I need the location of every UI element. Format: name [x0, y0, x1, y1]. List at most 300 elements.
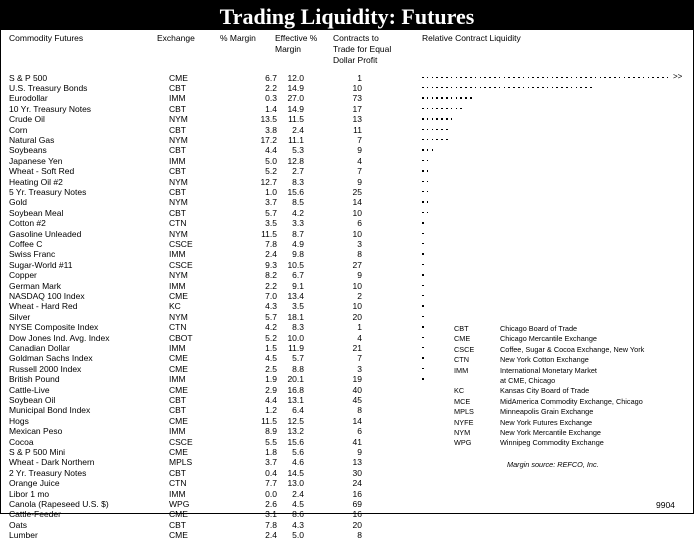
table-row	[1, 405, 421, 415]
contracts-value: 10	[352, 207, 362, 218]
table-row	[1, 166, 421, 176]
exchange-code: CBT	[169, 103, 186, 114]
table-row	[1, 218, 421, 228]
contracts-value: 9	[357, 270, 362, 281]
effective-margin-value: 6.4	[292, 405, 304, 416]
table-row	[1, 322, 421, 332]
margin-value: 3.7	[265, 457, 277, 468]
legend-description: Chicago Mercantile Exchange	[500, 334, 597, 344]
exchange-code: CBT	[169, 519, 186, 530]
exchange-code: CBT	[169, 124, 186, 135]
exchange-code: CME	[169, 384, 188, 395]
contracts-value: 20	[352, 311, 362, 322]
liquidity-dot	[595, 77, 597, 79]
exchange-code: NYM	[169, 197, 188, 208]
exchange-code: IMM	[169, 488, 186, 499]
header-effective-line-2: Margin	[275, 44, 301, 54]
liquidity-dot	[552, 87, 554, 89]
liquidity-dot	[422, 170, 424, 172]
table-row	[1, 249, 421, 259]
effective-margin-value: 13.4	[287, 290, 304, 301]
liquidity-dot	[475, 77, 477, 79]
liquidity-dot	[436, 139, 438, 141]
margin-value: 7.8	[265, 238, 277, 249]
liquidity-dot	[427, 87, 429, 89]
liquidity-dot	[456, 77, 458, 79]
exchange-code: NYM	[169, 228, 188, 239]
contracts-value: 10	[352, 280, 362, 291]
liquidity-dot	[571, 87, 573, 89]
table-row	[1, 499, 421, 509]
liquidity-dot	[432, 87, 434, 89]
liquidity-dot	[547, 87, 549, 89]
legend-code: KC	[454, 386, 465, 396]
liquidity-dot	[427, 181, 429, 183]
table-row	[1, 468, 421, 478]
header-contracts	[333, 33, 391, 66]
exchange-code: CME	[169, 446, 188, 457]
table-row	[1, 83, 421, 93]
exchange-code: CME	[169, 509, 188, 520]
effective-margin-value: 20.1	[287, 374, 304, 385]
contracts-value: 69	[352, 498, 362, 509]
liquidity-dot	[619, 77, 621, 79]
exchange-code: CME	[169, 72, 188, 83]
liquidity-dot	[427, 77, 429, 79]
legend-code: MCE	[454, 396, 471, 406]
liquidity-dot	[422, 139, 424, 141]
liquidity-dot	[422, 222, 424, 224]
liquidity-dot	[422, 97, 424, 99]
commodity-name: Cotton #2	[9, 218, 46, 229]
commodity-name: Soybean Oil	[9, 394, 56, 405]
margin-value: 0.4	[265, 467, 277, 478]
liquidity-dot	[580, 77, 582, 79]
margin-value: 2.2	[265, 82, 277, 93]
header-contracts-line-1: Contracts to	[333, 33, 379, 43]
liquidity-dot	[532, 87, 534, 89]
effective-margin-value: 12.0	[287, 72, 304, 83]
margin-value: 5.0	[265, 155, 277, 166]
table-row	[1, 530, 421, 540]
margin-value: 3.5	[265, 218, 277, 229]
liquidity-dot	[518, 87, 520, 89]
liquidity-dot	[470, 87, 472, 89]
table-row	[1, 239, 421, 249]
commodity-name: Canadian Dollar	[9, 342, 70, 353]
legend-description: Minneapolis Grain Exchange	[500, 407, 594, 417]
legend-code: IMM	[454, 365, 469, 375]
margin-value: 1.5	[265, 342, 277, 353]
contracts-value: 19	[352, 374, 362, 385]
liquidity-dot	[427, 149, 429, 151]
table-row	[1, 312, 421, 322]
liquidity-dot	[484, 87, 486, 89]
liquidity-dot	[566, 87, 568, 89]
liquidity-dot	[427, 170, 429, 172]
liquidity-dot	[571, 77, 573, 79]
contracts-value: 17	[352, 103, 362, 114]
liquidity-dot	[504, 77, 506, 79]
table-row	[1, 478, 421, 488]
liquidity-dot	[422, 253, 424, 255]
contracts-value: 16	[352, 509, 362, 520]
liquidity-dot	[451, 77, 453, 79]
effective-margin-value: 9.1	[292, 280, 304, 291]
liquidity-dot	[441, 118, 443, 120]
liquidity-dot	[427, 129, 429, 131]
effective-margin-value: 14.9	[287, 103, 304, 114]
liquidity-dot	[475, 87, 477, 89]
commodity-name: Wheat - Hard Red	[9, 301, 78, 312]
margin-value: 5.2	[265, 332, 277, 343]
effective-margin-value: 4.5	[292, 498, 304, 509]
liquidity-dot	[537, 77, 539, 79]
commodity-name: Gold	[9, 197, 27, 208]
table-row	[1, 71, 683, 83]
liquidity-dot	[446, 139, 448, 141]
effective-margin-value: 13.0	[287, 478, 304, 489]
liquidity-dot	[460, 87, 462, 89]
liquidity-dot	[480, 87, 482, 89]
margin-value: 4.2	[265, 322, 277, 333]
exchange-code: IMM	[169, 155, 186, 166]
effective-margin-value: 5.0	[292, 530, 304, 541]
contracts-value: 73	[352, 93, 362, 104]
liquidity-dot	[422, 305, 424, 307]
commodity-name: NASDAQ 100 Index	[9, 290, 85, 301]
header-margin: % Margin	[220, 33, 256, 43]
legend-description: International Monetary Market	[500, 365, 597, 375]
effective-margin-value: 12.5	[287, 415, 304, 426]
effective-margin-value: 3.3	[292, 218, 304, 229]
legend-code: NYM	[454, 427, 471, 437]
liquidity-dot	[528, 87, 530, 89]
legend-code: CBT	[454, 324, 469, 333]
exchange-code: CSCE	[169, 259, 193, 270]
liquidity-dot	[585, 87, 587, 89]
liquidity-dot	[508, 77, 510, 79]
commodity-name: Cattle-Feeder	[9, 509, 61, 520]
commodity-name: U.S. Treasury Bonds	[9, 82, 88, 93]
liquidity-dot	[523, 77, 525, 79]
liquidity-dot	[456, 97, 458, 99]
liquidity-dot	[499, 77, 501, 79]
contracts-value: 10	[352, 228, 362, 239]
margin-value: 2.4	[265, 249, 277, 260]
liquidity-dot	[624, 77, 626, 79]
liquidity-dot	[604, 77, 606, 79]
contracts-value: 6	[357, 218, 362, 229]
contracts-value: 30	[352, 467, 362, 478]
liquidity-dot	[427, 212, 429, 214]
commodity-name: Sugar-World #11	[9, 259, 73, 270]
liquidity-dot	[451, 87, 453, 89]
contracts-value: 3	[357, 363, 362, 374]
liquidity-dot	[470, 97, 472, 99]
header-liquidity: Relative Contract Liquidity	[422, 33, 521, 43]
liquidity-dot	[436, 108, 438, 110]
liquidity-dot	[451, 97, 453, 99]
liquidity-dot	[422, 316, 424, 318]
liquidity-dot	[585, 77, 587, 79]
liquidity-dot	[489, 87, 491, 89]
table-row	[1, 208, 421, 218]
table-row	[1, 135, 421, 145]
exchange-code: IMM	[169, 93, 186, 104]
liquidity-dot	[667, 77, 669, 79]
exchange-code: MPLS	[169, 457, 193, 468]
commodity-name: Goldman Sachs Index	[9, 353, 93, 364]
liquidity-dot	[422, 368, 424, 370]
effective-margin-value: 14.9	[287, 82, 304, 93]
effective-margin-value: 5.7	[292, 353, 304, 364]
commodity-name: Wheat - Soft Red	[9, 166, 75, 177]
table-row	[1, 177, 421, 187]
contracts-value: 7	[357, 166, 362, 177]
margin-value: 0.3	[265, 93, 277, 104]
liquidity-dot	[427, 160, 429, 162]
commodity-name: Copper	[9, 270, 37, 281]
liquidity-dot	[456, 87, 458, 89]
commodity-name: S & P 500 Mini	[9, 446, 66, 457]
liquidity-dot	[552, 77, 554, 79]
exchange-code: CSCE	[169, 436, 193, 447]
table-row	[1, 114, 421, 124]
table-row	[1, 437, 421, 447]
margin-value: 2.9	[265, 384, 277, 395]
legend-description: Winnipeg Commodity Exchange	[500, 438, 604, 448]
commodity-name: Canola (Rapeseed U.S. $)	[9, 498, 109, 509]
contracts-value: 8	[357, 249, 362, 260]
table-row	[1, 93, 421, 103]
effective-margin-value: 2.4	[292, 124, 304, 135]
margin-value: 2.4	[265, 530, 277, 541]
table-row	[1, 364, 421, 374]
liquidity-dot	[657, 77, 659, 79]
overflow-arrow-icon: >>	[673, 71, 683, 81]
margin-value: 2.2	[265, 280, 277, 291]
table-row	[1, 520, 421, 530]
contracts-value: 8	[357, 530, 362, 541]
liquidity-dot	[580, 87, 582, 89]
exchange-code: CME	[169, 415, 188, 426]
liquidity-dot	[446, 97, 448, 99]
margin-value: 3.8	[265, 124, 277, 135]
liquidity-dot	[427, 118, 429, 120]
exchange-code: CTN	[169, 322, 187, 333]
exchange-code: IMM	[169, 342, 186, 353]
liquidity-dot	[422, 337, 424, 339]
liquidity-dot	[422, 108, 424, 110]
liquidity-dot	[600, 77, 602, 79]
effective-margin-value: 8.5	[292, 197, 304, 208]
legend-description: Kansas City Board of Trade	[500, 386, 590, 396]
effective-margin-value: 18.1	[287, 311, 304, 322]
table-row	[1, 145, 421, 155]
margin-value: 9.3	[265, 259, 277, 270]
contracts-value: 21	[352, 342, 362, 353]
liquidity-dot	[648, 77, 650, 79]
liquidity-dot	[422, 264, 424, 266]
margin-value: 5.2	[265, 166, 277, 177]
liquidity-dot	[422, 212, 424, 214]
table-row	[1, 374, 421, 384]
liquidity-dot	[633, 77, 635, 79]
liquidity-dot	[494, 87, 496, 89]
effective-margin-value: 16.8	[287, 384, 304, 395]
liquidity-dot	[456, 108, 458, 110]
liquidity-dot	[436, 97, 438, 99]
contracts-value: 10	[352, 301, 362, 312]
liquidity-dot	[441, 139, 443, 141]
legend-description: New York Cotton Exchange	[500, 355, 589, 365]
commodity-name: Natural Gas	[9, 134, 55, 145]
table-row	[1, 447, 421, 457]
liquidity-dot	[422, 118, 424, 120]
liquidity-dot	[638, 77, 640, 79]
margin-value: 2.5	[265, 363, 277, 374]
liquidity-dot	[422, 357, 424, 359]
liquidity-dot	[422, 243, 424, 245]
effective-margin-value: 10.0	[287, 332, 304, 343]
margin-value: 4.3	[265, 301, 277, 312]
contracts-value: 8	[357, 405, 362, 416]
commodity-name: Wheat - Dark Northern	[9, 457, 95, 468]
table-row	[1, 457, 421, 467]
legend-description: MidAmerica Commodity Exchange, Chicago	[500, 396, 643, 406]
liquidity-dot	[470, 77, 472, 79]
commodity-name: Dow Jones Ind. Avg. Index	[9, 332, 110, 343]
exchange-code: CBT	[169, 207, 186, 218]
margin-value: 4.5	[265, 353, 277, 364]
liquidity-dot	[504, 87, 506, 89]
commodity-name: Hogs	[9, 415, 29, 426]
margin-value: 11.5	[261, 228, 277, 239]
margin-source-note: Margin source: REFCO, Inc.	[507, 460, 599, 469]
liquidity-dot	[422, 160, 424, 162]
contracts-value: 9	[357, 145, 362, 156]
contracts-value: 4	[357, 332, 362, 343]
liquidity-dot	[422, 274, 424, 276]
table-row	[1, 385, 421, 395]
margin-value: 3.1	[265, 509, 277, 520]
exchange-code: IMM	[169, 280, 186, 291]
exchange-code: CBT	[169, 394, 186, 405]
liquidity-dot	[528, 77, 530, 79]
contracts-value: 4	[357, 155, 362, 166]
liquidity-dot	[609, 77, 611, 79]
contracts-value: 45	[352, 394, 362, 405]
exchange-code: NYM	[169, 270, 188, 281]
commodity-name: Orange Juice	[9, 478, 60, 489]
contracts-value: 25	[352, 186, 362, 197]
effective-margin-value: 14.5	[287, 467, 304, 478]
exchange-code: IMM	[169, 374, 186, 385]
liquidity-dot	[422, 285, 424, 287]
commodity-name: Municipal Bond Index	[9, 405, 91, 416]
contracts-value: 27	[352, 259, 362, 270]
exchange-code: IMM	[169, 249, 186, 260]
margin-value: 1.9	[265, 374, 277, 385]
contracts-value: 6	[357, 426, 362, 437]
exchange-code: KC	[169, 301, 181, 312]
liquidity-dot	[499, 87, 501, 89]
table-row	[1, 395, 421, 405]
liquidity-dot	[566, 77, 568, 79]
margin-value: 5.7	[265, 311, 277, 322]
legend-code: CTN	[454, 355, 469, 365]
contracts-value: 10	[352, 82, 362, 93]
margin-value: 1.0	[265, 186, 277, 197]
liquidity-dot	[432, 139, 434, 141]
table-row	[1, 416, 421, 426]
commodity-name: British Pound	[9, 374, 60, 385]
margin-value: 17.2	[260, 134, 277, 145]
exchange-code: CBT	[169, 166, 186, 177]
legend-description: at CME, Chicago	[500, 375, 556, 385]
liquidity-dot	[427, 191, 429, 193]
effective-margin-value: 15.6	[287, 186, 304, 197]
effective-margin-value: 2.7	[292, 166, 304, 177]
liquidity-dot	[446, 129, 448, 131]
contracts-value: 40	[352, 384, 362, 395]
liquidity-dot	[432, 97, 434, 99]
margin-value: 3.7	[265, 197, 277, 208]
commodity-name: Swiss Franc	[9, 249, 56, 260]
margin-value: 6.7	[265, 72, 277, 83]
liquidity-dot	[537, 87, 539, 89]
liquidity-dot	[422, 233, 424, 235]
margin-value: 12.7	[260, 176, 277, 187]
legend-code: CSCE	[454, 344, 475, 354]
liquidity-dot	[590, 77, 592, 79]
effective-margin-value: 6.7	[292, 270, 304, 281]
margin-value: 8.2	[265, 270, 277, 281]
exchange-code: CME	[169, 530, 188, 541]
margin-value: 0.0	[265, 488, 277, 499]
header-contracts-line-2: Trade for Equal	[333, 44, 392, 54]
liquidity-dot	[432, 149, 434, 151]
liquidity-dot	[465, 87, 467, 89]
margin-value: 2.6	[265, 498, 277, 509]
header-effective-margin	[275, 33, 317, 55]
effective-margin-value: 5.6	[292, 446, 304, 457]
exchange-code: CBOT	[169, 332, 193, 343]
contracts-value: 13	[352, 457, 362, 468]
liquidity-dot	[542, 87, 544, 89]
liquidity-dot	[561, 77, 563, 79]
contracts-value: 13	[352, 114, 362, 125]
liquidity-dot	[556, 87, 558, 89]
liquidity-dot	[436, 129, 438, 131]
liquidity-dot	[432, 118, 434, 120]
table-row	[1, 291, 421, 301]
table-row	[1, 353, 421, 363]
table-row	[1, 229, 421, 239]
liquidity-dot	[422, 347, 424, 349]
contracts-value: 1	[357, 322, 362, 333]
liquidity-dot	[465, 97, 467, 99]
liquidity-dot	[441, 77, 443, 79]
commodity-name: Gasoline Unleaded	[9, 228, 82, 239]
margin-value: 1.2	[265, 405, 277, 416]
exchange-code: NYM	[169, 311, 188, 322]
liquidity-dot	[441, 108, 443, 110]
margin-value: 7.0	[265, 290, 277, 301]
liquidity-dot	[422, 191, 424, 193]
effective-margin-value: 8.3	[292, 176, 304, 187]
